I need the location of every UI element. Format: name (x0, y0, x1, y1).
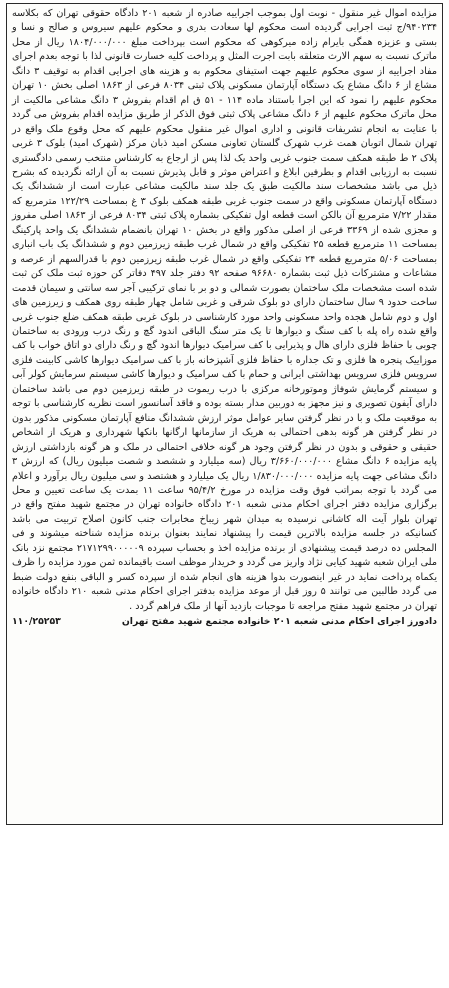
notice-signature: دادورز اجرای احکام مدنی شعبه ۲۰۱ خانواده مجتمع شهید مفتح تهران (121, 616, 437, 628)
auction-notice (6, 3, 443, 825)
notice-footer (12, 615, 437, 628)
notice-body-text: مزایده اموال غیر منقول - نوبت اول بموجب اجراییه صادره از شعبه ۲۰۱ دادگاه حقوقی تهران که بکلاسه ۹۴۰۲۳۴/ج ثبت اجرایی گردیده است محکوم لها سعادت بدری و محکوم علیهم سیروس و صالح و نسا و بستی و عزیزه همگی بایرام زاده میرکوهی که محکوم است بپرداخت مبلغ ۱۸۰۴/۰۰۰/۰۰۰ ریال از محل ماترک نسبت به سهم الارث متعلقه بابت اجرت المثل و پرداخت کلیه خسارت قانونی لذا با توجه بعدم اجرای مفاد اجراییه از سوی محکوم علیهم جهت استیفای محکوم به و هزینه های اجرایی اقدام به توقیف ۳ دانگ مشاع از ۶ دانگ مشاع یک دستگاه آپارتمان مسکونی پلاک ثبتی ۸۰۳۴ فرعی از ۱۸۶۳ اصلی بخش ۱۰ تهران محکوم علیهم را نمود که این اجرا باستناد ماده ۱۱۴ - ۵۱ ق ام اقدام بفروش ۳ دانگ مشاعی مالکیت از محل ماترک محکوم علیهم از ۶ دانگ مشاعی پلاک ثبتی فوق الذکر از طریق مزایده اقدام بفروش می گردد با عنایت به انجام تشریفات قانونی و اداری اموال غیر منقول محکوم علیهم که محل وقوع ملک واقع در تهران شمال اتوبان همت غرب شهرک گلستان تعاونی مسکن امید ذ‌بان مرکز (شهرک امید) بلوک ۳ غربی پلاک ۲ ط طبقه همکف سمت جنوب غربی واحد یک لذا پس از ارجاع به کارشناس منتخب رسمی دادگستری نسبت به ارزیابی اقدام و بطرفین ابلاغ و اعتراض موثر و قابل پذیرش نسبت به آن ارائه نگردیده که بشرح ذیل می باشد مشخصات سند مالکیت طبق یک جلد سند مالکیت مشاعی عبارت است از ششدانگ یک دستگاه آپارتمان مسکونی واقع در سمت جنوب غربی طبقه همکف بلوک ۳ غ بمساحت ۱۲۲/۲۹ مترمربع که مقدار ۷/۲۲ مترمربع آن بالکن است قطعه اول تفکیکی بشماره پلاک ثبتی ۸۰۳۴ فرعی از ۱۸۶۳ اصلی مفروز و مجزی شده از ۳۳۶۹ فرعی از اصلی مذکور واقع در بخش ۱۰ تهران بانضمام ششدانگ یک واحد پارکینگ بمساحت ۱۱ مترمربع قطعه ۲۵ تفکیکی واقع در شمال غرب طبقه زیرزمین دوم و ششدانگ یک باب انباری بمساحت ۵/۰۶ مترمربع قطعه ۲۴ تفکیکی واقع در شمال غرب طبقه زیرزمین دوم با قدرالسهم از عرصه و مشاعات و مشترکات ذیل ثبت بشماره ۹۶۶۸۰ صفحه ۹۲ دفتر جلد ۴۹۷ دفاتر کن حوزه ثبت ملک کن ثبت شده است مشخصات ملک ساختمان بصورت شمالی و دو بر با نمای ترکیبی آجر سه سانتی و سیمان قدمت ساخت حدود ۹ سال ساختمان دارای دو بلوک شرقی و غربی شامل چهار طبقه روی همکف و زیرزمین های اول و دوم شامل هجده واحد مسکونی واحد مورد کارشناسی در بلوک غربی طبقه همکف ضلع جنوب غربی واقع شده راه پله با کف سنگ و دیوارها تا یک متر سنگ الباقی اندود گچ و رنگ درب ورودی به ساختمان چوبی با حفاظ فلزی دارای هال و پذیرایی با کف سرامیک دیوارها اندود گچ و رنگ دارای دو اتاق خواب با کف موزاییک پنجره ها فلزی و تک جداره با حفاظ فلزی آشپزخانه باز با کف سرامیک دیوارها کاشی کابینت فلزی سرویس فلزی سرویس بهداشتی ایرانی و حمام با کف سرامیک و دیوارها کاشی سیستم سرمایش کولر آبی و سیستم گرمایش شوفاژ وموتورخانه مرکزی با درب ریموت در طبقه زیرزمین دوم می باشد ساختمان دارای آیفون تصویری و نیز مجهز به دوربین مدار بسته بوده و فاقد آسانسور است نظریه کارشناسی با توجه به موقعیت ملک و با در نظر گرفتن سایر عوامل موثر ارزش ششدانگ منافع آپارتمان مسکونی مذکور بدون در نظر گرفتن هر گونه بدهی احتمالی به هریک از سازمانها ارگانها بانکها شهرداری و هریک از اشخاص حقیقی و حقوقی و بدون در نظر گرفتن وجود هر گونه خلافی احتمالی در ملک و هر گونه بازداشتی ارزش پایه مزایده ۶ دانگ مشاع ۳/۶۶۰/۰۰۰/۰۰۰ ریال (سه میلیارد و ششصد و شصت میلیون ریال) که ارزش ۳ دانگ مشاعی جهت پایه مزایده ۱/۸۳۰/۰۰۰/۰۰۰ ریال یک میلیارد و هشتصد و سی میلیون ریال برآورد و اعلام می گردد با توجه بمراتب فوق وقت مزایده در مورخ ۹۵/۴/۲ ساعت ۱۱ بمدت یک ساعت تعیین و محل برگزاری مزایده دفتر اجرای احکام مدنی شعبه ۲۰۱ دادگاه خانواده تهران در مجتمع شهید مفتح واقع در تهران بلوار آیت اله کاشانی نرسیده به میدان شهر زیباخ مخابرات جنب کانون اصلاح تربیت می باشد کسانیکه در جلسه مزایده بالاترین قیمت را پیشنهاد نمایند بعنوان برنده مزایده شناخته میشوند و فی المجلس ده درصد قیمت پیشنهادی از برنده مزایده اخذ و بحساب سپرده ۲۱۷۱۲۹۹۰۰۰۰۰۹ مجتمع نزد بانک ملی ایران شعبه شهید کیایی نژاد واریز می گردد و خریدار موظف است باقیمانده ثمن مورد مزایده را ظرف یکماه پرداخت نماید در غیر اینصورت بدوا هزینه های انجام شده از سپرده کسر و الباقی بنفع دولت ضبط می گردد طالبین می توانند ۵ روز قبل از موعد مزایده بدفتر اجرای احکام مدنی شعبه ۲۱۰ دادگاه خانواده تهران در مجتمع شهید مفتح مراجعه تا موجبات بازدید آنها از ملک فراهم گردد . (12, 8, 438, 612)
notice-code: ۱۱۰/۲۵۲۵۳ (12, 616, 61, 628)
blank-page-area (0, 826, 449, 988)
